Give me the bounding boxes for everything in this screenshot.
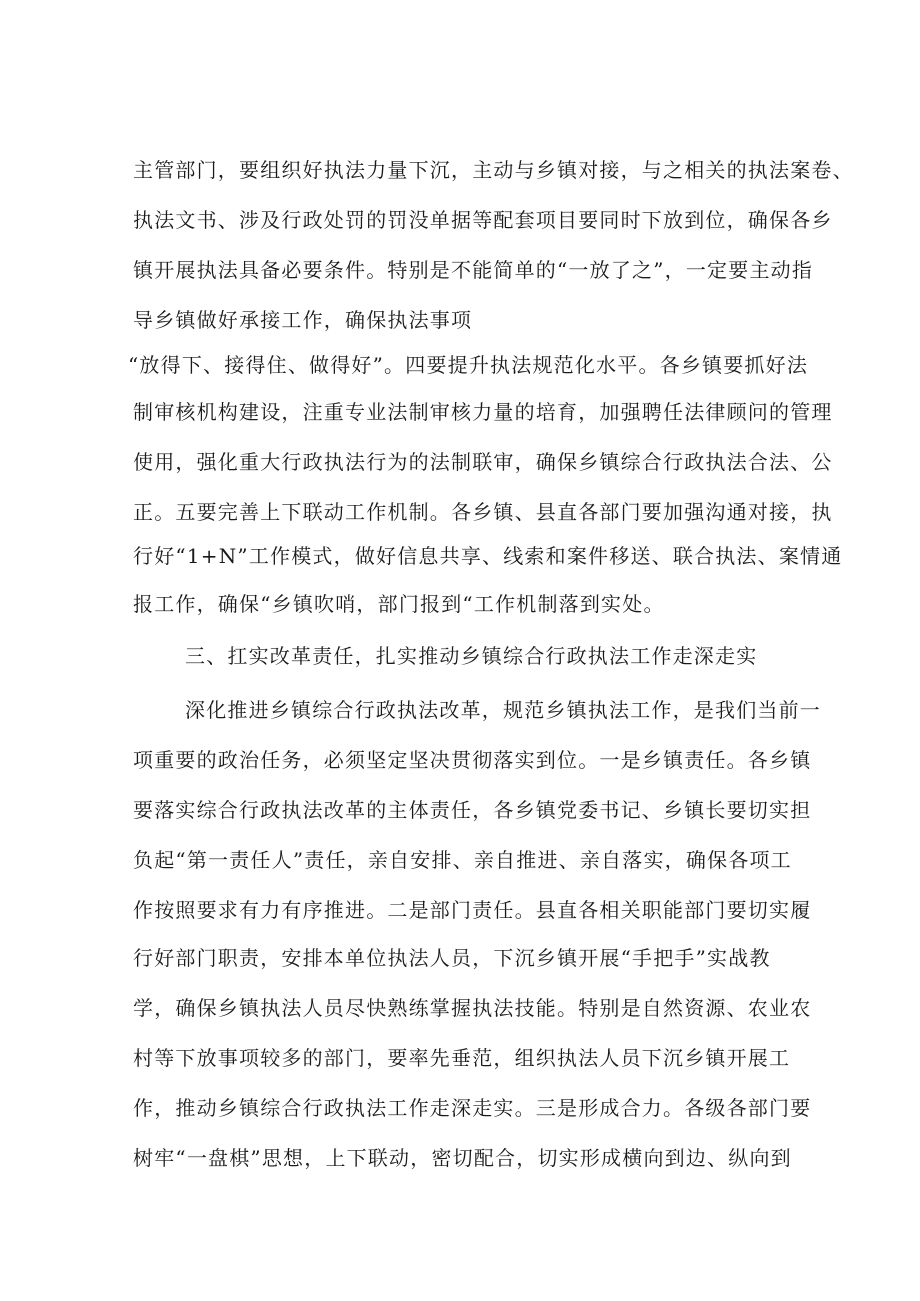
- paragraph-line-6: 制审核机构建设，注重专业法制审核力量的培育，加强聘任法律顾问的管理: [133, 400, 833, 424]
- paragraph-line-13: 要落实综合行政执法改革的主体责任，各乡镇党委书记、乡镇长要切实担: [133, 798, 812, 822]
- paragraph-line-4: 导乡镇做好承接工作，确保执法事项: [133, 308, 473, 332]
- paragraph-line-8: 正。五要完善上下联动工作机制。各乡镇、县直各部门要加强沟通对接，执: [133, 500, 833, 524]
- paragraph-line-12: 项重要的政治任务，必须坚定坚决贯彻落实到位。一是乡镇责任。各乡镇: [133, 748, 812, 772]
- paragraph-line-15: 作按照要求有力有序推进。二是部门责任。县直各相关职能部门要切实履: [133, 898, 812, 922]
- paragraph-line-5: “放得下、接得住、做得好”。四要提升执法规范化水平。各乡镇要抓好法: [128, 353, 809, 377]
- paragraph-line-7: 使用，强化重大行政执法行为的法制联审，确保乡镇综合行政执法合法、公: [133, 450, 833, 474]
- paragraph-line-9: 行好“1+N”工作模式，做好信息共享、线索和案件移送、联合执法、案情通: [133, 544, 843, 568]
- paragraph-line-3: 镇开展执法具备必要条件。特别是不能简单的“一放了之”，一定要主动指: [133, 258, 814, 282]
- section-heading: 三、扛实改革责任，扎实推动乡镇综合行政执法工作走深走实: [185, 644, 758, 668]
- paragraph-line-14: 负起“第一责任人”责任，亲自安排、亲自推进、亲自落实，确保各项工: [133, 848, 792, 872]
- paragraph-line-1: 主管部门，要组织好执法力量下沉，主动与乡镇对接，与之相关的执法案卷、: [133, 158, 854, 182]
- paragraph-line-18: 村等下放事项较多的部门，要率先垂范，组织执法人员下沉乡镇开展工: [133, 1046, 791, 1070]
- paragraph-line-20: 树牢“一盘棋”思想，上下联动，密切配合，切实形成横向到边、纵向到: [133, 1146, 792, 1170]
- paragraph-line-17: 学，确保乡镇执法人员尽快熟练掌握执法技能。特别是自然资源、农业农: [133, 996, 812, 1020]
- paragraph-line-11: 深化推进乡镇综合行政执法改革，规范乡镇执法工作，是我们当前一: [185, 698, 821, 722]
- paragraph-line-19: 作，推动乡镇综合行政执法工作走深走实。三是形成合力。各级各部门要: [133, 1096, 812, 1120]
- paragraph-line-2: 执法文书、涉及行政处罚的罚没单据等配套项目要同时下放到位，确保各乡: [133, 208, 833, 232]
- paragraph-line-16: 行好部门职责，安排本单位执法人员，下沉乡镇开展“手把手”实战教: [133, 946, 771, 970]
- paragraph-line-10: 报工作，确保“乡镇吹哨，部门报到“工作机制落到实处。: [133, 592, 665, 616]
